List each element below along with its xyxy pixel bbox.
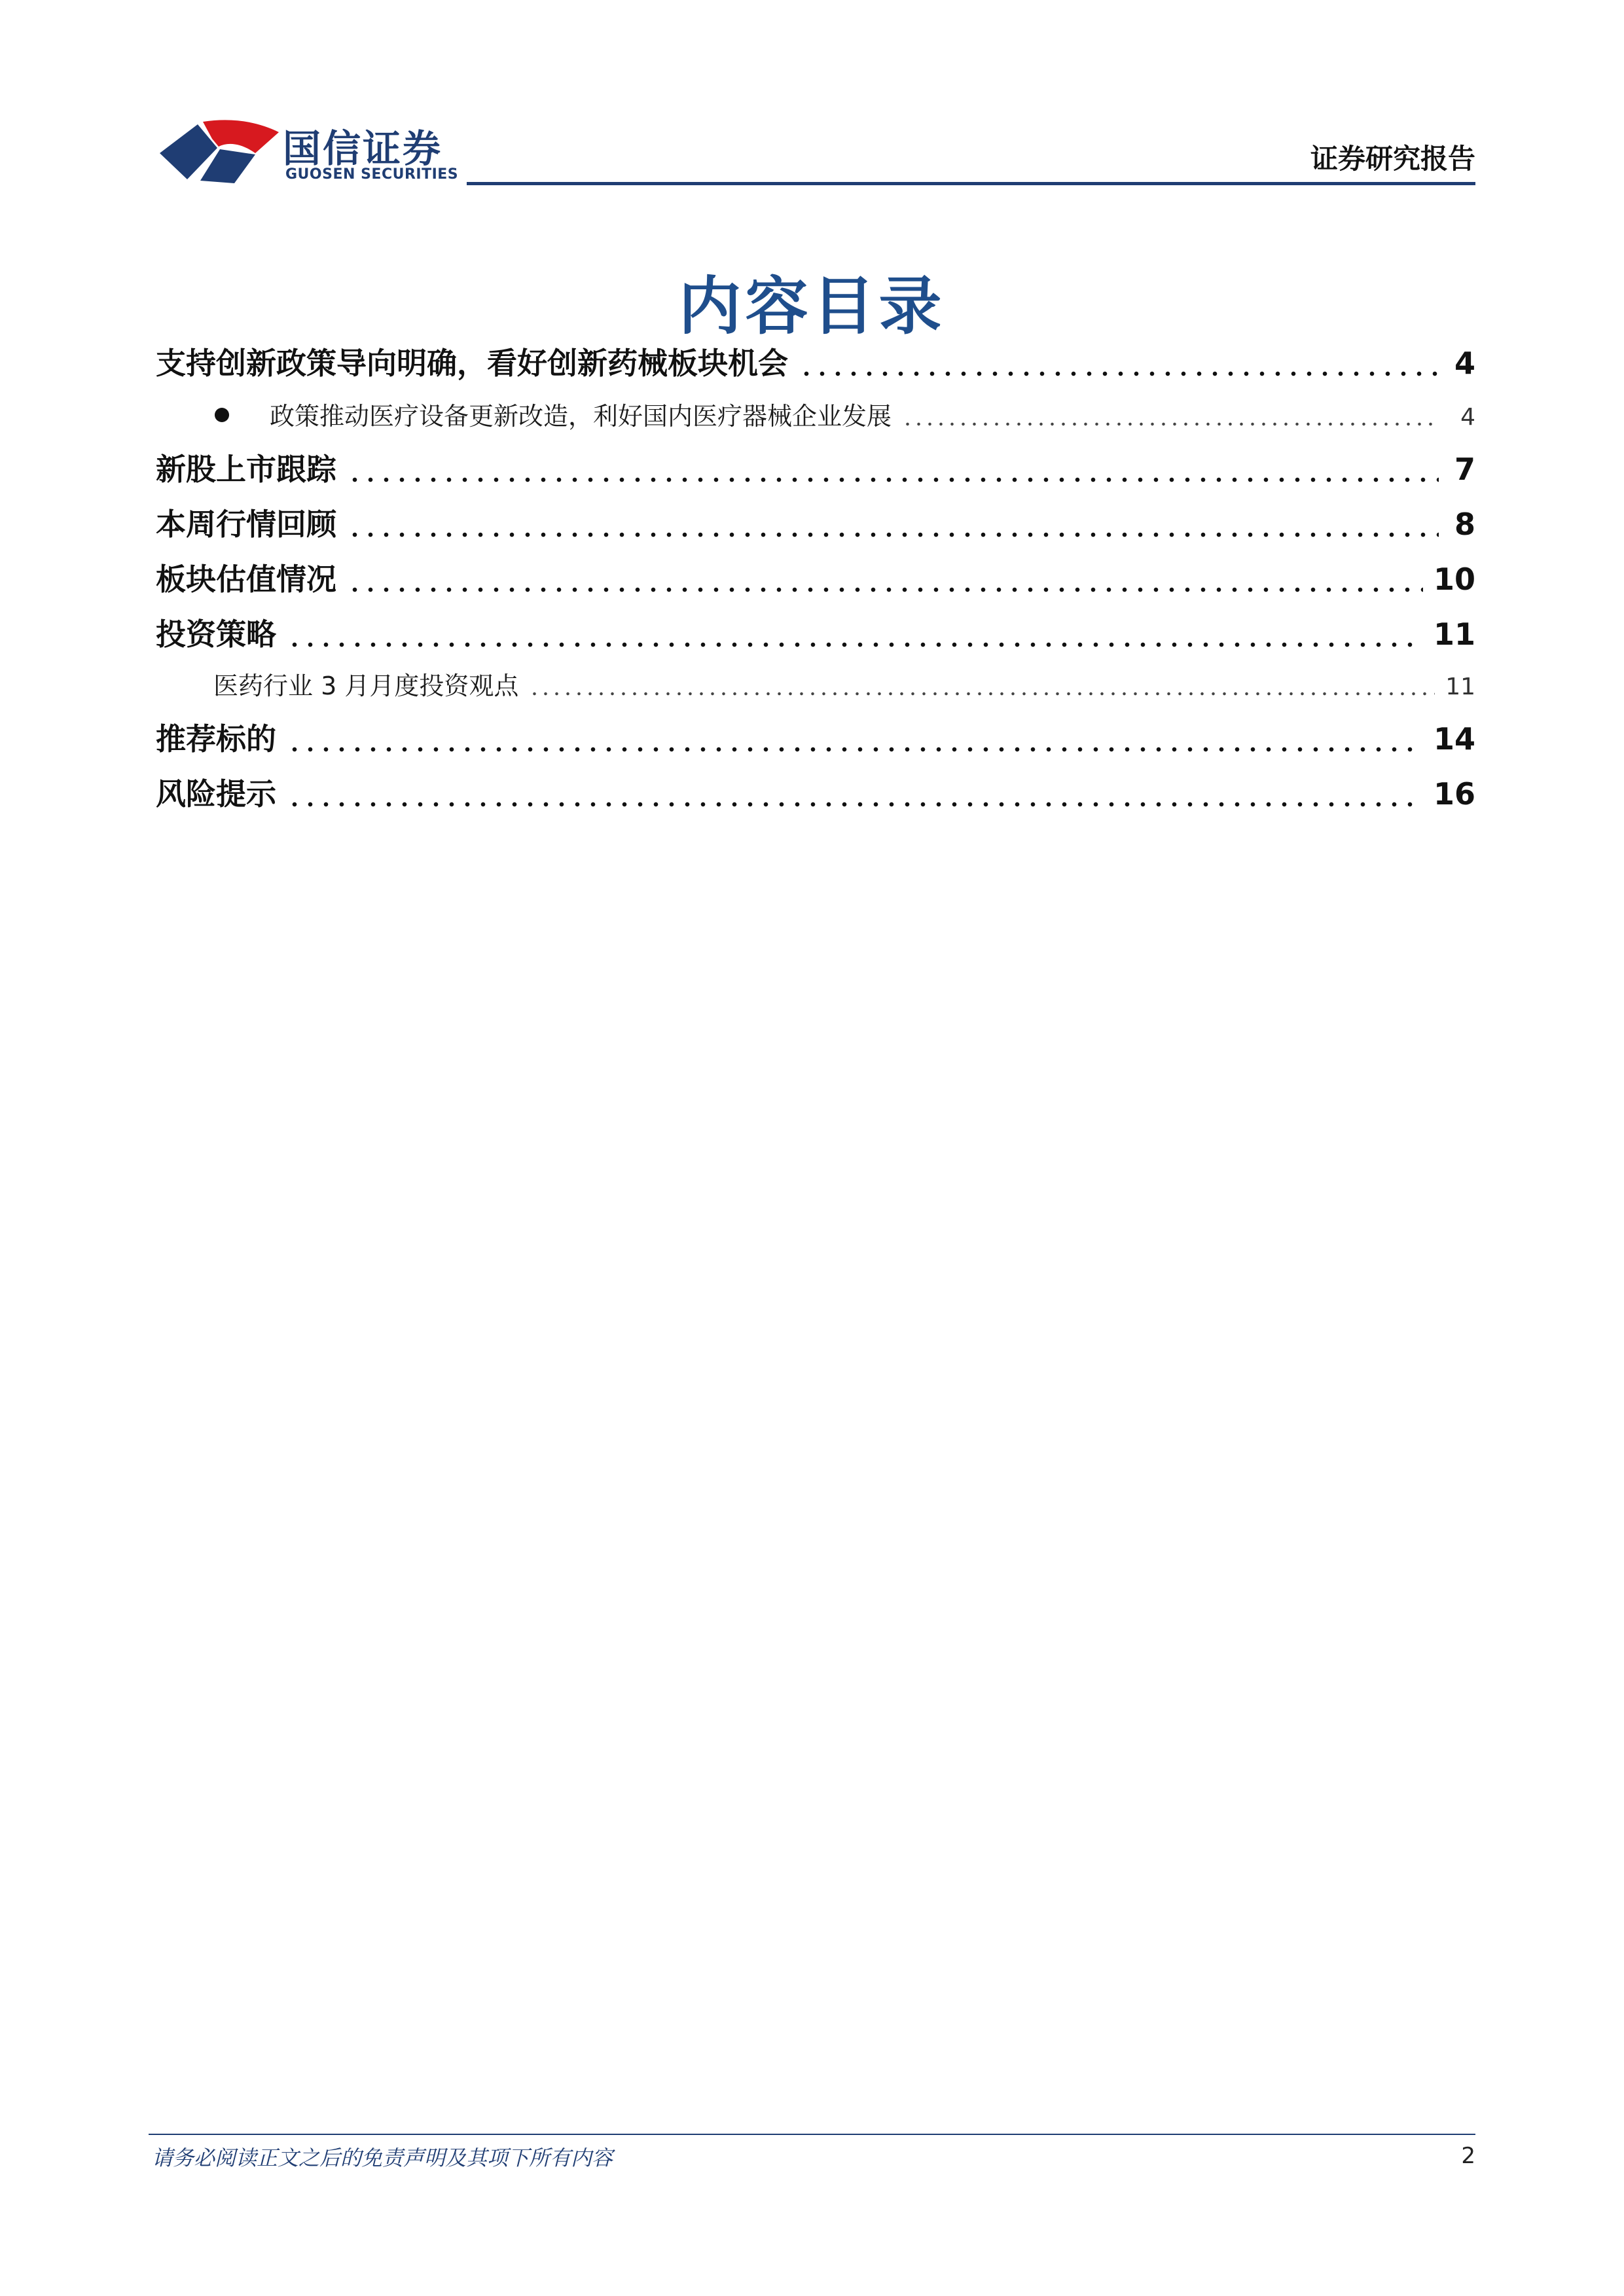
toc-dot-leader bbox=[347, 586, 1423, 593]
toc-entry-page: 8 bbox=[1454, 507, 1475, 542]
toc-entry[interactable] bbox=[156, 666, 1475, 706]
page-header bbox=[0, 0, 1624, 196]
brand-name-en: GUOSEN SECURITIES bbox=[285, 166, 459, 183]
bullet-icon bbox=[215, 408, 229, 422]
toc-entry-label: 新股上市跟踪 bbox=[156, 452, 336, 487]
toc-dot-leader bbox=[287, 801, 1423, 808]
footer-divider bbox=[149, 2134, 1475, 2135]
toc-entry[interactable] bbox=[156, 397, 1475, 436]
toc-entry[interactable] bbox=[156, 340, 1475, 386]
page-number: 2 bbox=[1461, 2143, 1475, 2169]
brand-name-cn: 国信证券 bbox=[283, 126, 443, 171]
toc-entry-label: 推荐标的 bbox=[156, 721, 276, 757]
toc-dot-leader bbox=[347, 531, 1439, 538]
toc-entry[interactable] bbox=[156, 501, 1475, 547]
toc-dot-leader bbox=[347, 476, 1439, 483]
toc-entry-page: 4 bbox=[1454, 346, 1475, 381]
toc-entry-page: 14 bbox=[1433, 721, 1475, 757]
toc-dot-leader bbox=[799, 370, 1439, 377]
toc-entry-label: 政策推动医疗设备更新改造，利好国内医疗器械企业发展 bbox=[270, 402, 892, 431]
toc-dot-leader bbox=[529, 691, 1435, 697]
toc-dot-leader bbox=[287, 641, 1423, 648]
footer-disclaimer: 请务必阅读正文之后的免责声明及其项下所有内容 bbox=[152, 2145, 613, 2170]
toc-entry[interactable] bbox=[156, 446, 1475, 492]
toc-entry-page: 11 bbox=[1433, 617, 1475, 652]
toc-entry-label: 风险提示 bbox=[156, 776, 276, 812]
toc-entry-label: 医药行业 3 月月度投资观点 bbox=[213, 672, 519, 700]
toc-entry-page: 7 bbox=[1454, 452, 1475, 487]
toc-dot-leader bbox=[902, 421, 1439, 427]
toc-entry-label: 本周行情回顾 bbox=[156, 507, 336, 542]
toc-entry-page: 11 bbox=[1445, 673, 1475, 700]
toc-entry-page: 16 bbox=[1433, 776, 1475, 812]
toc-entry-label: 支持创新政策导向明确，看好创新药械板块机会 bbox=[156, 346, 788, 381]
toc-entry-label: 投资策略 bbox=[156, 617, 276, 652]
toc-entry[interactable] bbox=[156, 716, 1475, 762]
toc-entry[interactable] bbox=[156, 771, 1475, 817]
report-type-label: 证券研究报告 bbox=[1310, 143, 1475, 175]
toc-entry[interactable] bbox=[156, 556, 1475, 602]
toc-entry-page: 4 bbox=[1460, 404, 1475, 431]
guosen-logo-icon bbox=[157, 115, 281, 187]
toc-entry-page: 10 bbox=[1433, 562, 1475, 597]
toc-entry[interactable] bbox=[156, 611, 1475, 657]
header-divider bbox=[467, 182, 1475, 185]
toc-dot-leader bbox=[287, 746, 1423, 753]
toc-entry-label: 板块估值情况 bbox=[156, 562, 336, 597]
toc-title: 内容目录 bbox=[678, 270, 946, 343]
